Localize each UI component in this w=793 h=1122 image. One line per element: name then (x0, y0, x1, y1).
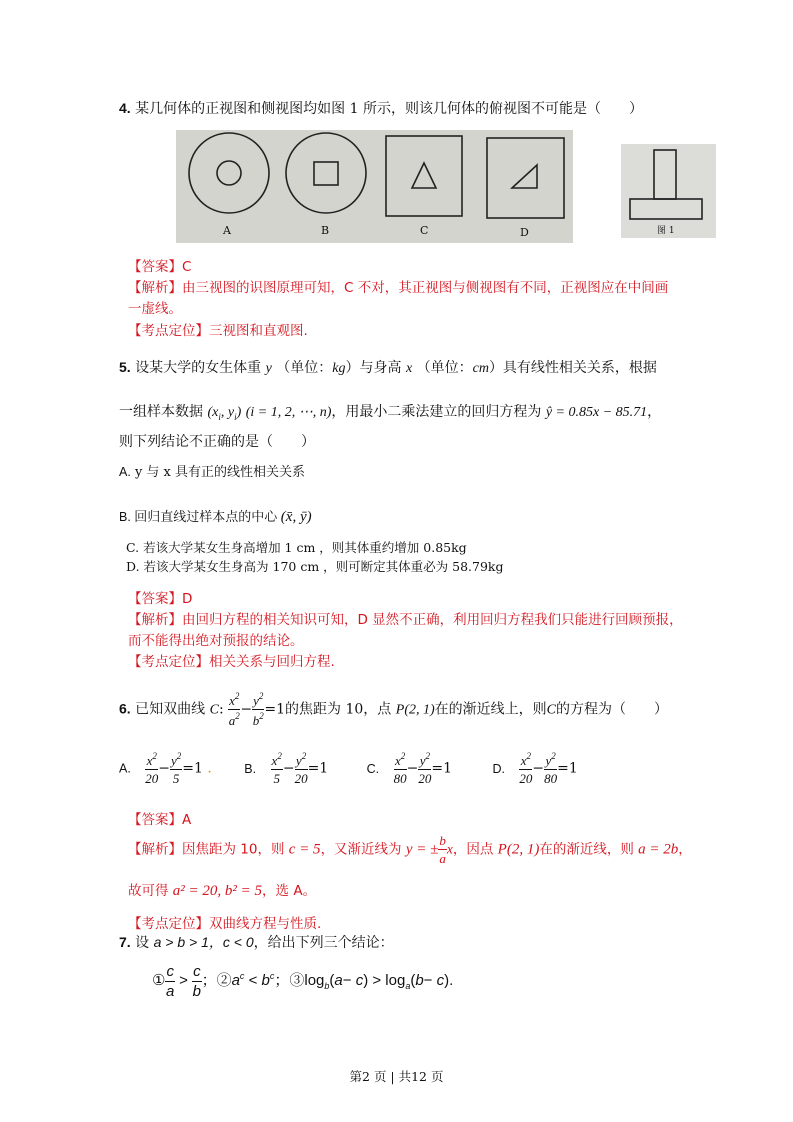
option-c-triangle (412, 163, 436, 188)
option-a-outer-circle (189, 133, 269, 213)
c-equation: c = 5 (288, 841, 321, 858)
option-text: y 与 x 具有正的线性相关关系 (130, 465, 306, 480)
q5-analysis-line2: 而不能得出绝对预报的结论。 (128, 633, 304, 649)
q6-answer: 【答案】A (128, 812, 192, 828)
q6-text: 在的渐近线上，则 (434, 701, 547, 718)
q6-text: 的方程为（ ） (556, 701, 668, 718)
option-label: A. (119, 465, 131, 479)
option-text: 回归直线过样本点的中心 (134, 510, 278, 525)
q6-frac-x: $\frac{x^2}{a^2}$ (228, 691, 240, 728)
q4-answer: 【答案】C (128, 259, 192, 275)
q5-number: 5. (119, 359, 131, 375)
a-equation: a = 2b (638, 841, 679, 858)
sample-center: (x̄, ȳ) (280, 509, 312, 525)
option-c-frac-x: $\frac{x^2}{80}$ (393, 751, 407, 786)
q4-options-drawing (176, 130, 573, 243)
option-d-frac-x: $\frac{x^2}{20}$ (519, 751, 533, 786)
option-a-inner-circle (217, 161, 241, 185)
asymptote: y = ± (405, 841, 439, 858)
q5-text: ）与身高 (345, 360, 402, 376)
option-b-frac-x: $\frac{x^2}{5}$ (271, 751, 282, 786)
option-b-square (314, 162, 338, 185)
q6-stem: 6. 已知双曲线 C: $\frac{x^2}{a^2}$ − $\frac{y^2}{b^2}$ =1的焦距为 10，点 P(2, 1)在的渐近线上，则C的方程为（ ） (119, 691, 668, 728)
q7-number: 7. (119, 934, 131, 950)
q4-analysis-line2: 一虚线。 (128, 301, 182, 317)
q5-topic: 【考点定位】相关关系与回归方程. (128, 654, 335, 670)
page-footer: 第2 页 | 共12 页 (349, 1069, 444, 1084)
q5-option-c: C. 若该大学某女生身高增加 1 cm ，则其体重约增加 0.85kg (126, 540, 467, 555)
q5-stem-line1 (119, 357, 657, 377)
q4-options-figure (176, 130, 573, 243)
q5-text: ）具有线性相关关系，根据 (488, 360, 657, 376)
asymptote-frac: $\frac{b}{a}$ (439, 833, 446, 866)
q6-options: A. $\frac{x^2}{20}$ − $\frac{y^2}{5}$ =1 . B. $\frac{x^2}{5}$ − $\frac{y^2}{20}$ =1 C. $\frac{x^2}{80}$ − $\frac{y^2}{20}$ =1 D. $\frac{x^2}{20}$ − $\frac{y^2}{80}$ =1 (119, 751, 578, 786)
option-label: B. (119, 510, 131, 524)
option-d-triangle (512, 165, 537, 188)
q4-topic: 【考点定位】三视图和直观图. (128, 323, 308, 339)
figure1-base-rect (630, 199, 702, 219)
option-b-frac-y: $\frac{y^2}{20}$ (294, 751, 308, 786)
q4-number: 4. (119, 100, 131, 116)
option-c-label: C. (366, 761, 380, 776)
a2-b2-values: a² = 20, b² = 5 (172, 883, 263, 899)
q5-index-range: (i = 1, 2, ⋯, n) (245, 405, 332, 420)
q4-figure1 (621, 144, 716, 238)
q6-curve: C (209, 702, 219, 718)
option-b-circle (286, 133, 366, 213)
q5-option-d: D. 若该大学某女生身高为 170 cm ，则可断定其体重必为 58.79kg (126, 559, 504, 574)
q5-text: 一组样本数据 (119, 404, 203, 420)
q6-point: P(2, 1) (497, 841, 540, 858)
q5-text: 设某大学的女生体重 (135, 360, 262, 376)
q6-text: 已知双曲线 (135, 701, 206, 718)
q6-analysis-text: 在的渐近线，则 (539, 841, 634, 858)
q6-analysis-line2 (128, 879, 316, 900)
q4-stem-line (119, 98, 643, 118)
q5-option-a (119, 461, 305, 480)
q5-regression: ŷ = 0.85x − 85.71 (545, 405, 648, 420)
option-b-label: B (321, 224, 330, 237)
q5-answer: 【答案】D (128, 591, 193, 607)
q6-analysis-text: ，选 A。 (262, 883, 317, 899)
option-b-label: B. (244, 761, 257, 776)
option-a-label: A (223, 224, 231, 237)
q6-text: 的焦距为 10，点 (285, 701, 392, 718)
option-d-label: D. (492, 761, 505, 776)
q6-number: 6. (119, 700, 131, 717)
q6-topic: 【考点定位】双曲线方程与性质. (128, 916, 322, 932)
option-a-frac-y: $\frac{y^2}{5}$ (171, 751, 182, 786)
q7-conclusions-visual: ① $\frac{c}{a}$ > $\frac{c}{b}$ ；$②a^c < b^c$；$③\log_b(a- c) > \log_a(b- c)$. (152, 963, 454, 1000)
q4-stem: 某几何体的正视图和侧视图均如图 1 所示，则该几何体的俯视图不可能是（ ） (135, 101, 643, 117)
option-d-frac-y: $\frac{y^2}{80}$ (544, 751, 558, 786)
q5-analysis-line1: 【解析】由回归方程的相关知识可知，D 显然不正确，利用回归方程我们只能进行回顾预报， (128, 612, 683, 628)
option-c-label: C (420, 224, 429, 237)
option-c-square (386, 136, 462, 216)
q5-text: （单位： (416, 360, 473, 376)
option-d-square (487, 138, 564, 218)
q5-sample: ($x_i$, $y_i$) (207, 405, 242, 422)
q5-option-b (119, 506, 312, 526)
q7-conclusions (152, 964, 453, 999)
q5-text: ，用最小二乘法建立的回归方程为 (331, 404, 542, 420)
q7-text: 设 (135, 935, 150, 951)
q4-analysis-line1: 【解析】由三视图的识图原理可知，C 不对，其正视图与侧视图有不同，正视图应在中间画 (128, 280, 669, 296)
q5-stem-line2 (119, 401, 661, 422)
q6-analysis-text: 【解析】因焦距为 10，则 (128, 841, 285, 858)
option-a-label: A. (119, 761, 131, 776)
option-a-frac-x: $\frac{x^2}{20}$ (145, 751, 159, 786)
q5-var-x: x (405, 361, 413, 376)
q5-var-y: y (265, 361, 272, 376)
q5-stem-line3: 则下列结论不正确的是（ ） (119, 434, 315, 450)
q7-condition: a > b > 1，c < 0 (153, 934, 254, 950)
q5-unit-kg: kg (332, 361, 346, 376)
q6-analysis-line1: 【解析】因焦距为 10，则 c = 5，又渐近线为 y = ± $\frac{b}{a}$ x，因点 P(2, 1)在的渐近线，则 a = 2b， (128, 833, 692, 866)
q5-text: （单位： (276, 360, 333, 376)
figure1-label: 图 1 (657, 226, 675, 236)
q5-text: ， (647, 404, 662, 420)
figure1-stem-rect (654, 150, 676, 199)
q6-analysis-text: ，又渐近线为 (320, 841, 402, 858)
q6-analysis-text: ，因点 (452, 841, 494, 858)
q7-text: ，给出下列三个结论： (253, 935, 394, 951)
q5-unit-cm: cm (472, 361, 489, 376)
q7-stem (119, 932, 394, 952)
q6-frac-y: $\frac{y^2}{b^2}$ (252, 691, 264, 728)
q6-analysis-text: 故可得 (128, 883, 169, 899)
q6-curve: C (546, 702, 556, 718)
option-d-label: D (520, 226, 529, 239)
q6-point: P(2, 1) (395, 702, 435, 718)
option-c-frac-y: $\frac{y^2}{20}$ (418, 751, 432, 786)
